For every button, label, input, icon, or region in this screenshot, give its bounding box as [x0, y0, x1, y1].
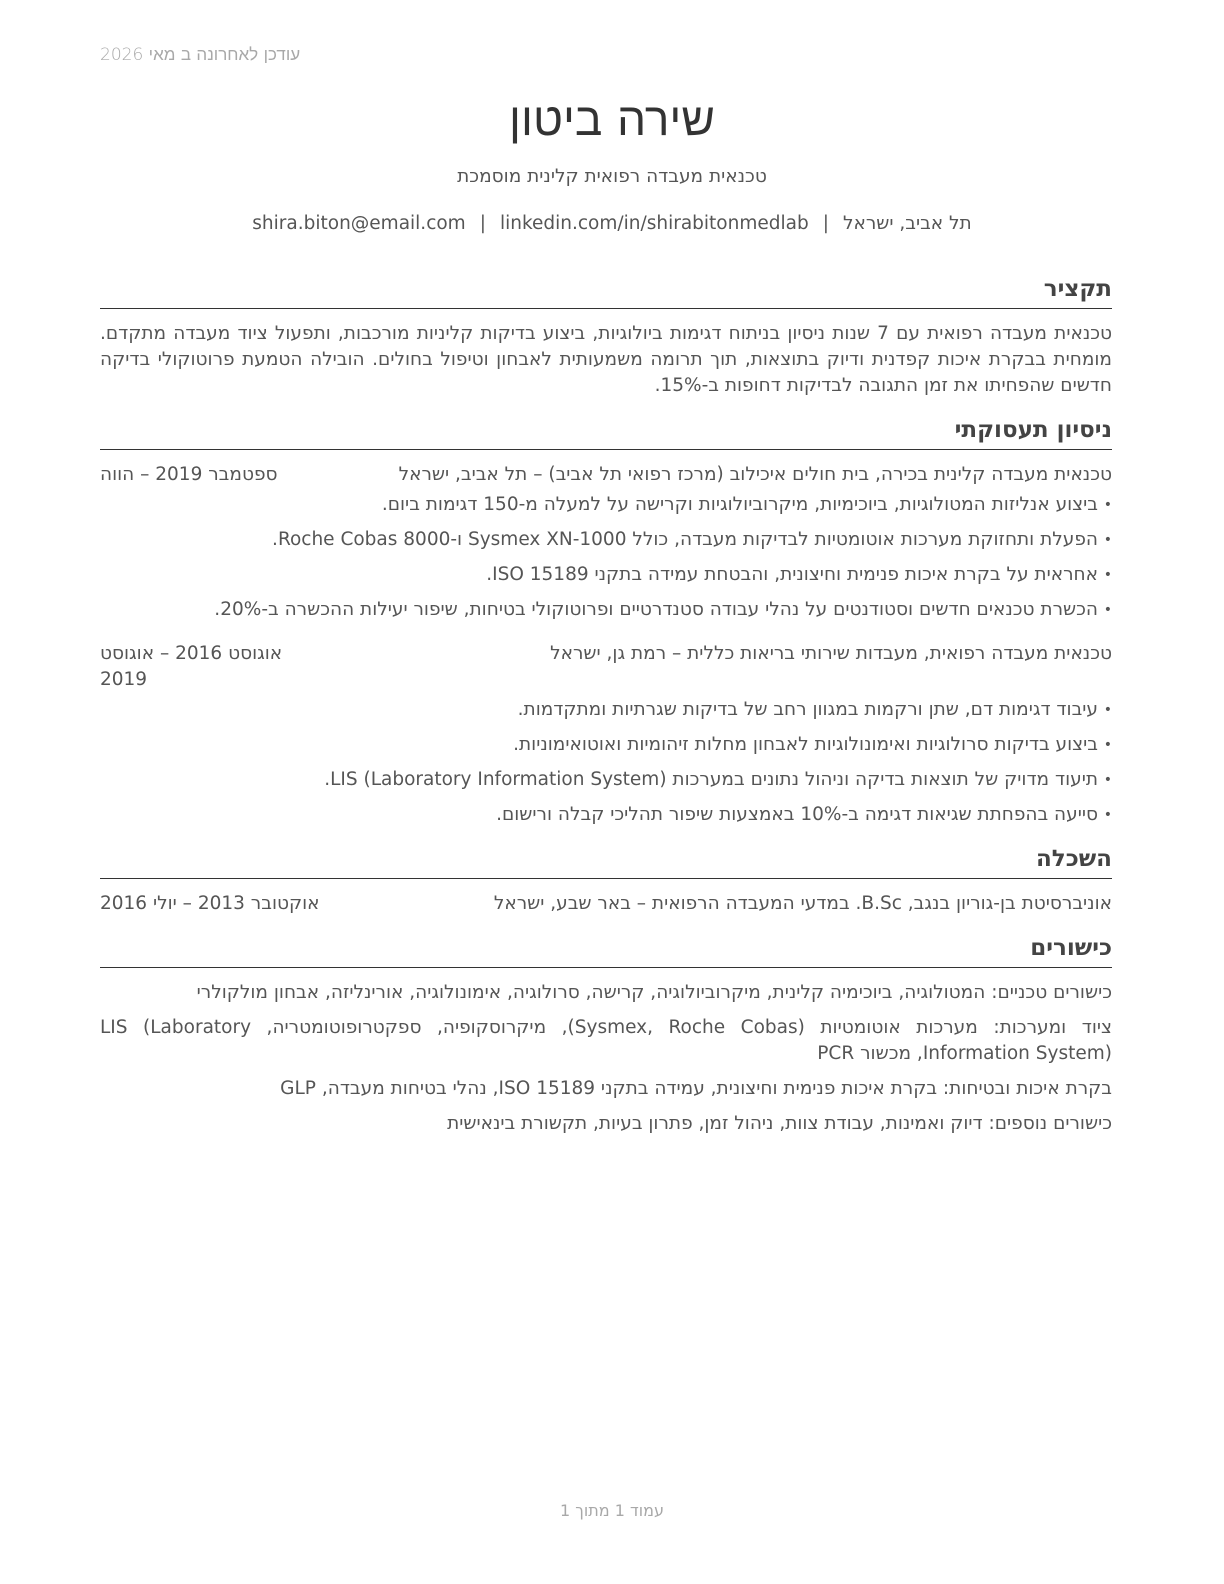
summary-heading: תקציר	[100, 272, 1112, 309]
education-dates: אוקטובר 2013 – יולי 2016	[100, 893, 320, 914]
education-entry	[100, 891, 1112, 917]
job-entry	[100, 641, 1112, 828]
job-header	[100, 462, 1112, 488]
last-updated-note: עודכן לאחרונה ב מאי 2026	[100, 45, 301, 65]
job-bullets	[100, 492, 1112, 623]
contact-separator: |	[822, 213, 829, 234]
summary-section	[100, 272, 1112, 399]
skills-heading: כישורים	[100, 931, 1112, 968]
skill-line: ציוד ומערכות: מערכות אוטומטיות (Sysmex, Roche Cobas), מיקרוסקופיה, ספקטרופוטומטריה, LIS (Laboratory Information System), מכשור PCR	[100, 1017, 1112, 1064]
candidate-name: שירה ביטון	[509, 92, 715, 146]
job-dates: אוגוסט 2016 – אוגוסט 2019	[100, 643, 283, 690]
experience-section	[100, 413, 1112, 828]
skill-line: בקרת איכות ובטיחות: בקרת איכות פנימית וחיצונית, עמידה בתקני ISO 15189, נהלי בטיחות מעבדה, GLP	[280, 1078, 1112, 1099]
job-bullets	[100, 697, 1112, 828]
skill-line: כישורים נוספים: דיוק ואמינות, עבודת צוות, ניהול זמן, פתרון בעיות, תקשורת בינאישית	[447, 1113, 1112, 1134]
list-item: • ביצוע אנליזות המטולוגיות, ביוכימיות, מיקרוביולוגיות וקרישה על למעלה מ-150 דגימות ביום.	[100, 492, 1112, 518]
list-item: • הפעלת ותחזוקת מערכות אוטומטיות לבדיקות מעבדה, כולל Sysmex XN-1000 ו-Roche Cobas 8000.	[100, 527, 1112, 553]
skill-line: כישורים טכניים: המטולוגיה, ביוכימיה קלינית, מיקרוביולוגיה, קרישה, סרולוגיה, אימונולוגיה, אורינליזה, אבחון מולקולרי	[196, 982, 1112, 1003]
list-item: • ביצוע בדיקות סרולוגיות ואימונולוגיות לאבחון מחלות זיהומיות ואוטואימוניות.	[100, 732, 1112, 758]
resume-header	[0, 88, 1224, 234]
resume-body	[100, 272, 1112, 1146]
education-institution: אוניברסיטת בן-גוריון בנגב, B.Sc. במדעי המעבדה הרפואית – באר שבע, ישראל	[493, 893, 1112, 914]
contact-linkedin[interactable]: linkedin.com/in/shirabitonmedlab	[499, 213, 809, 234]
list-item: • הכשרת טכנאים חדשים וסטודנטים על נהלי עבודה סטנדרטיים ופרוטוקולי בטיחות, שיפור יעילות ההכשרה ב-20%.	[100, 597, 1112, 623]
contact-location: תל אביב, ישראל	[842, 213, 972, 234]
professional-title: טכנאית מעבדה רפואית קלינית מוסמכת	[457, 166, 767, 187]
list-item: • אחראית על בקרת איכות פנימית וחיצונית, והבטחת עמידה בתקני ISO 15189.	[100, 562, 1112, 588]
list-item: • סייעה בהפחתת שגיאות דגימה ב-10% באמצעות שיפור תהליכי קבלה ורישום.	[100, 802, 1112, 828]
education-section	[100, 842, 1112, 917]
experience-heading: ניסיון תעסוקתי	[100, 413, 1112, 450]
summary-text: טכנאית מעבדה רפואית עם 7 שנות ניסיון בניתוח דגימות ביולוגיות, ביצוע בדיקות קליניות מורכבות, ותפעול ציוד מעבדה מתקדם. מומחית בבקרת איכות קפדנית ודיוק בתוצאות, תוך תרומה משמעותית לאבחון וטיפול בחולים. הובילה הטמעת פרוטוקולי בדיקה חדשים שהפחיתו את זמן התגובה לבדיקות דחופות ב-15%.	[100, 323, 1113, 396]
contact-line	[0, 213, 1224, 234]
contact-separator: |	[479, 213, 486, 234]
page-number: עמוד 1 מתוך 1	[560, 1501, 664, 1520]
education-heading: השכלה	[100, 842, 1112, 879]
contact-email[interactable]: shira.biton@email.com	[252, 213, 466, 234]
job-title-company: טכנאית מעבדה רפואית, מעבדות שירותי בריאות כללית – רמת גן, ישראל	[550, 643, 1112, 664]
list-item: • תיעוד מדויק של תוצאות בדיקה וניהול נתונים במערכות LIS (Laboratory Information System).	[100, 767, 1112, 793]
skills-list	[100, 980, 1112, 1137]
skills-section	[100, 931, 1112, 1137]
job-dates: ספטמבר 2019 – הווה	[100, 464, 278, 485]
job-title-company: טכנאית מעבדה קלינית בכירה, בית חולים איכילוב (מרכז רפואי תל אביב) – תל אביב, ישראל	[398, 464, 1112, 485]
list-item: • עיבוד דגימות דם, שתן ורקמות במגוון רחב של בדיקות שגרתיות ומתקדמות.	[100, 697, 1112, 723]
job-header	[100, 641, 1112, 693]
job-entry	[100, 462, 1112, 623]
